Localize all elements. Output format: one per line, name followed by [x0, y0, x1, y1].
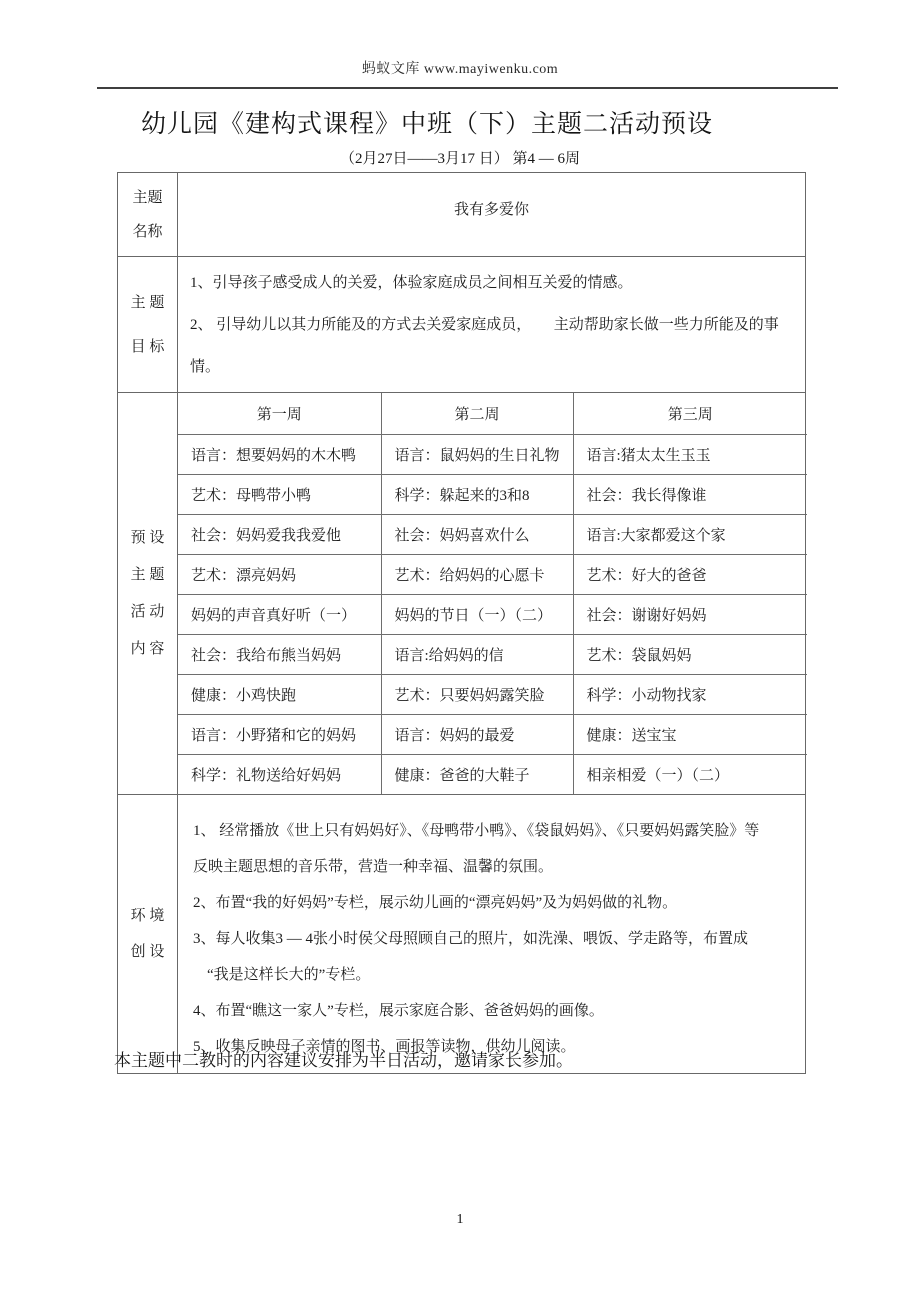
goal-item: 2、 引导幼儿以其力所能及的方式去关爱家庭成员， 主动帮助家长做一些力所能及的事情。	[190, 316, 779, 375]
activity-cell: 健康：爸爸的大鞋子	[381, 755, 573, 795]
activity-cell: 语言：小野猪和它的妈妈	[178, 715, 381, 755]
activity-row	[178, 715, 807, 755]
activity-cell: 社会：我长得像谁	[573, 475, 807, 515]
week-header: 第二周	[381, 393, 573, 435]
page-subtitle: （2月27日——3月17 日） 第4 — 6周	[339, 151, 580, 167]
label-line: 创 设	[130, 944, 165, 960]
activity-cell: 健康：小鸡快跑	[178, 675, 381, 715]
environment-item: 1、 经常播放《世上只有妈妈好》、《母鸭带小鸭》、《袋鼠妈妈》、《只要妈妈露笑脸》等	[193, 823, 760, 839]
activity-cell: 社会：妈妈爱我我爱他	[178, 515, 381, 555]
activity-row	[178, 555, 807, 595]
activity-cell: 艺术：给妈妈的心愿卡	[381, 555, 573, 595]
label-line: 主 题	[130, 566, 165, 583]
activity-cell: 妈妈的节日（一）（二）	[381, 595, 573, 635]
label-line: 内 容	[130, 640, 165, 657]
activity-cell: 语言:给妈妈的信	[381, 635, 573, 675]
week-header-row	[178, 393, 807, 435]
activity-cell: 科学：礼物送给好妈妈	[178, 755, 381, 795]
environment-item: 反映主题思想的音乐带，营造一种幸福、温馨的氛围。	[193, 859, 554, 875]
activity-cell: 艺术：好大的爸爸	[573, 555, 807, 595]
activity-cell: 艺术：只要妈妈露笑脸	[381, 675, 573, 715]
week-header: 第三周	[573, 393, 807, 435]
weekly-activities-table	[178, 393, 807, 794]
closing-note: 本主题中二教时的内容建议安排为半日活动，邀请家长参加。	[114, 1051, 573, 1070]
activity-cell: 科学：小动物找家	[573, 675, 807, 715]
activity-cell: 艺术：漂亮妈妈	[178, 555, 381, 595]
site-header: 蚂蚁文库 www.mayiwenku.com	[361, 62, 559, 77]
environment-item: 5、收集反映母子亲情的图书、画报等读物，供幼儿阅读。	[193, 1039, 576, 1055]
environment-label	[118, 795, 178, 1074]
theme-goals-row	[118, 257, 806, 393]
environment-item: 2、布置“我的好妈妈”专栏，展示幼儿画的“漂亮妈妈”及为妈妈做的礼物。	[193, 895, 678, 911]
environment-item: 4、布置“瞧这一家人”专栏，展示家庭合影、爸爸妈妈的画像。	[193, 1003, 604, 1019]
activity-row	[178, 675, 807, 715]
activity-cell: 妈妈的声音真好听（一）	[178, 595, 381, 635]
activity-row	[178, 435, 807, 475]
activity-cell: 社会：我给布熊当妈妈	[178, 635, 381, 675]
environment-item: 3、每人收集3 — 4张小时侯父母照顾自己的照片，如洗澡、喂饭、学走路等，布置成	[193, 931, 749, 947]
label-line: 主 题	[130, 294, 165, 311]
label-line: 名称	[132, 223, 163, 240]
theme-goals-label	[118, 257, 178, 393]
activity-cell: 语言:猪太太生玉玉	[573, 435, 807, 475]
activity-cell: 健康：送宝宝	[573, 715, 807, 755]
environment-row	[118, 795, 806, 1074]
environment-item: “我是这样长大的”专栏。	[207, 967, 371, 983]
week-header: 第一周	[178, 393, 381, 435]
activity-cell: 社会：妈妈喜欢什么	[381, 515, 573, 555]
header-divider	[97, 87, 838, 89]
activities-content	[178, 393, 806, 795]
environment-content	[178, 795, 806, 1074]
activity-cell: 语言:大家都爱这个家	[573, 515, 807, 555]
activity-row	[178, 635, 807, 675]
label-line: 目 标	[130, 338, 165, 355]
theme-name-value: 我有多爱你	[178, 173, 806, 257]
activity-cell: 艺术：母鸭带小鸭	[178, 475, 381, 515]
goal-item: 1、引导孩子感受成人的关爱，体验家庭成员之间相互关爱的情感。	[190, 274, 633, 291]
activity-cell: 语言：鼠妈妈的生日礼物	[381, 435, 573, 475]
activity-row	[178, 515, 807, 555]
activity-cell: 社会：谢谢好妈妈	[573, 595, 807, 635]
label-line: 主题	[132, 189, 163, 206]
theme-plan-table	[117, 172, 806, 1074]
activities-label	[118, 393, 178, 795]
activities-row	[118, 393, 806, 795]
activity-cell: 语言：想要妈妈的木木鸭	[178, 435, 381, 475]
activity-cell: 语言：妈妈的最爱	[381, 715, 573, 755]
page-title: 幼儿园《建构式课程》中班（下）主题二活动预设	[140, 111, 713, 138]
activity-row	[178, 475, 807, 515]
theme-goals-content	[178, 257, 806, 393]
label-line: 活 动	[130, 603, 165, 620]
page-number: 1	[456, 1212, 464, 1227]
activity-cell: 科学：躲起来的3和8	[381, 475, 573, 515]
activity-cell: 艺术：袋鼠妈妈	[573, 635, 807, 675]
activity-row	[178, 755, 807, 795]
activity-cell: 相亲相爱（一）（二）	[573, 755, 807, 795]
activity-row	[178, 595, 807, 635]
theme-name-row	[118, 173, 806, 257]
label-line: 环 境	[130, 908, 165, 924]
theme-name-label	[118, 173, 178, 257]
label-line: 预 设	[130, 529, 165, 546]
